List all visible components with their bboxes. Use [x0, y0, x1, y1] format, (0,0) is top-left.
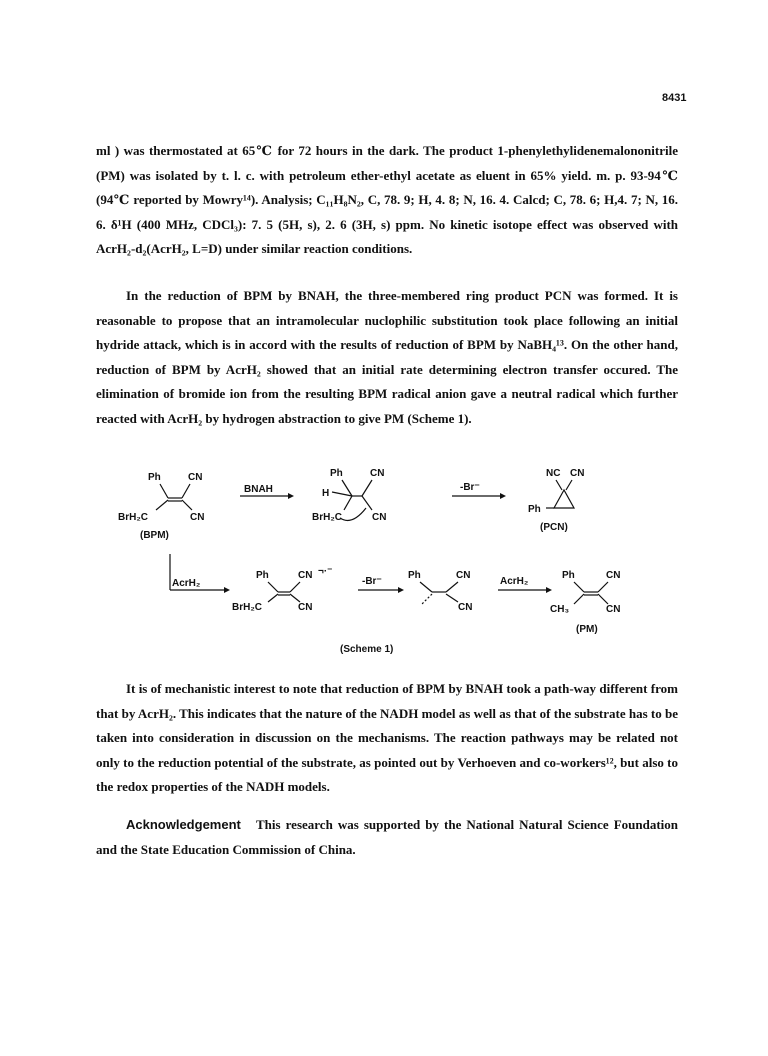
paragraph-reduction-mechanism: In the reduction of BPM by BNAH, the three-membered ring product PCN was formed. It is reasonable to propose that an intramolecular nuclophilic substitution took place following an initial hydride attack, which is in accord with the results of reduction of BPM by NaBH₄¹³. On the other hand, reduction of BPM by AcrH₂ showed that an initial rate determining electron transfer occured. The elimination of bromide ion from the resulting BPM radical anion gave a neutral radical which further reacted with AcrH₂ by hydrogen abstraction to give PM (Scheme 1).	[96, 288, 678, 426]
int1-cn-bottom: CN	[372, 512, 387, 523]
ra-charge: ¬·⁻	[318, 566, 333, 577]
pm-cn-top: CN	[606, 570, 621, 581]
reagent-br-2: -Br⁻	[362, 576, 382, 587]
pm-cn-bottom: CN	[606, 604, 621, 615]
bpm-structure	[118, 472, 204, 541]
reagent-acrh2-down: AcrH₂	[172, 578, 201, 589]
reagent-bnah: BNAH	[244, 484, 273, 495]
pcn-label: (PCN)	[540, 522, 568, 533]
page-number: 8431	[662, 92, 687, 104]
reagent-acrh2-right: AcrH₂	[500, 576, 529, 587]
scheme-caption: (Scheme 1)	[340, 644, 394, 655]
reagent-br-1: -Br⁻	[460, 482, 480, 493]
pm-ch3: CH₃	[550, 604, 570, 615]
intermediate-structure	[312, 468, 386, 523]
rad-ph: Ph	[408, 570, 421, 581]
acknowledgement-heading: Acknowledgement	[126, 817, 241, 832]
bpm-cn-bottom: CN	[190, 512, 205, 523]
paragraph-discussion: It is of mechanistic interest to note that reduction of BPM by BNAH took a path-way different from that by AcrH₂. This indicates that the nature of the NADH model as well as that of the substrate has to be taken into consideration in discussion on the mechanisms. The reaction pathways may be related not only to the reduction potential of the substrate, as pointed out by Verhoeven and co-workers¹², but also to the redox properties of the NADH models.	[96, 681, 678, 794]
pm-structure	[550, 570, 620, 635]
paragraph-acknowledgement	[96, 813, 678, 862]
bpm-ph: Ph	[148, 472, 161, 483]
bpm-label: (BPM)	[140, 530, 169, 541]
acknowledgement-text: This research was supported by the National Natural Science Foundation and the State Education Commission of China.	[96, 817, 678, 857]
ra-cn-top: CN	[298, 570, 313, 581]
rad-cn-bottom: CN	[458, 602, 473, 613]
pcn-ph: Ph	[528, 504, 541, 515]
radical-anion-structure	[232, 566, 332, 613]
paragraph-experimental: ml ) was thermostated at 65℃ for 72 hours in the dark. The product 1-phenylethylidenemalononitrile (PM) was isolated by t. l. c. with petroleum ether-ethyl acetate as eluent in 65% yield. m. p. 93-94℃ (94℃ reported by Mowry¹⁴). Analysis; C₁₁H₈N₂, C, 78. 9; H, 4. 8; N, 16. 4. Calcd; C, 78. 6; H,4. 7; N, 16. 6. δ¹H (400 MHz, CDCl₃): 7. 5 (5H, s), 2. 6 (3H, s) ppm. No kinetic isotope effect was observed with AcrH₂-d₂(AcrH₂, L=D) under similar reaction conditions.	[96, 143, 678, 256]
int1-brh2c: BrH₂C	[312, 512, 342, 523]
ra-cn-bottom: CN	[298, 602, 313, 613]
pcn-nc: NC	[546, 468, 561, 479]
radical-structure	[408, 570, 472, 613]
bpm-cn-top: CN	[188, 472, 203, 483]
pm-ph: Ph	[562, 570, 575, 581]
int1-ph: Ph	[330, 468, 343, 479]
int1-h: H	[322, 488, 330, 499]
rad-cn-top: CN	[456, 570, 471, 581]
bpm-brh2c: BrH₂C	[118, 512, 148, 523]
int1-cn-top: CN	[370, 468, 385, 479]
pcn-structure	[528, 468, 584, 533]
ra-brh2c: BrH₂C	[232, 602, 262, 613]
pm-label: (PM)	[576, 624, 598, 635]
pcn-cn: CN	[570, 468, 585, 479]
scheme-1-diagram	[100, 462, 680, 662]
ra-ph: Ph	[256, 570, 269, 581]
